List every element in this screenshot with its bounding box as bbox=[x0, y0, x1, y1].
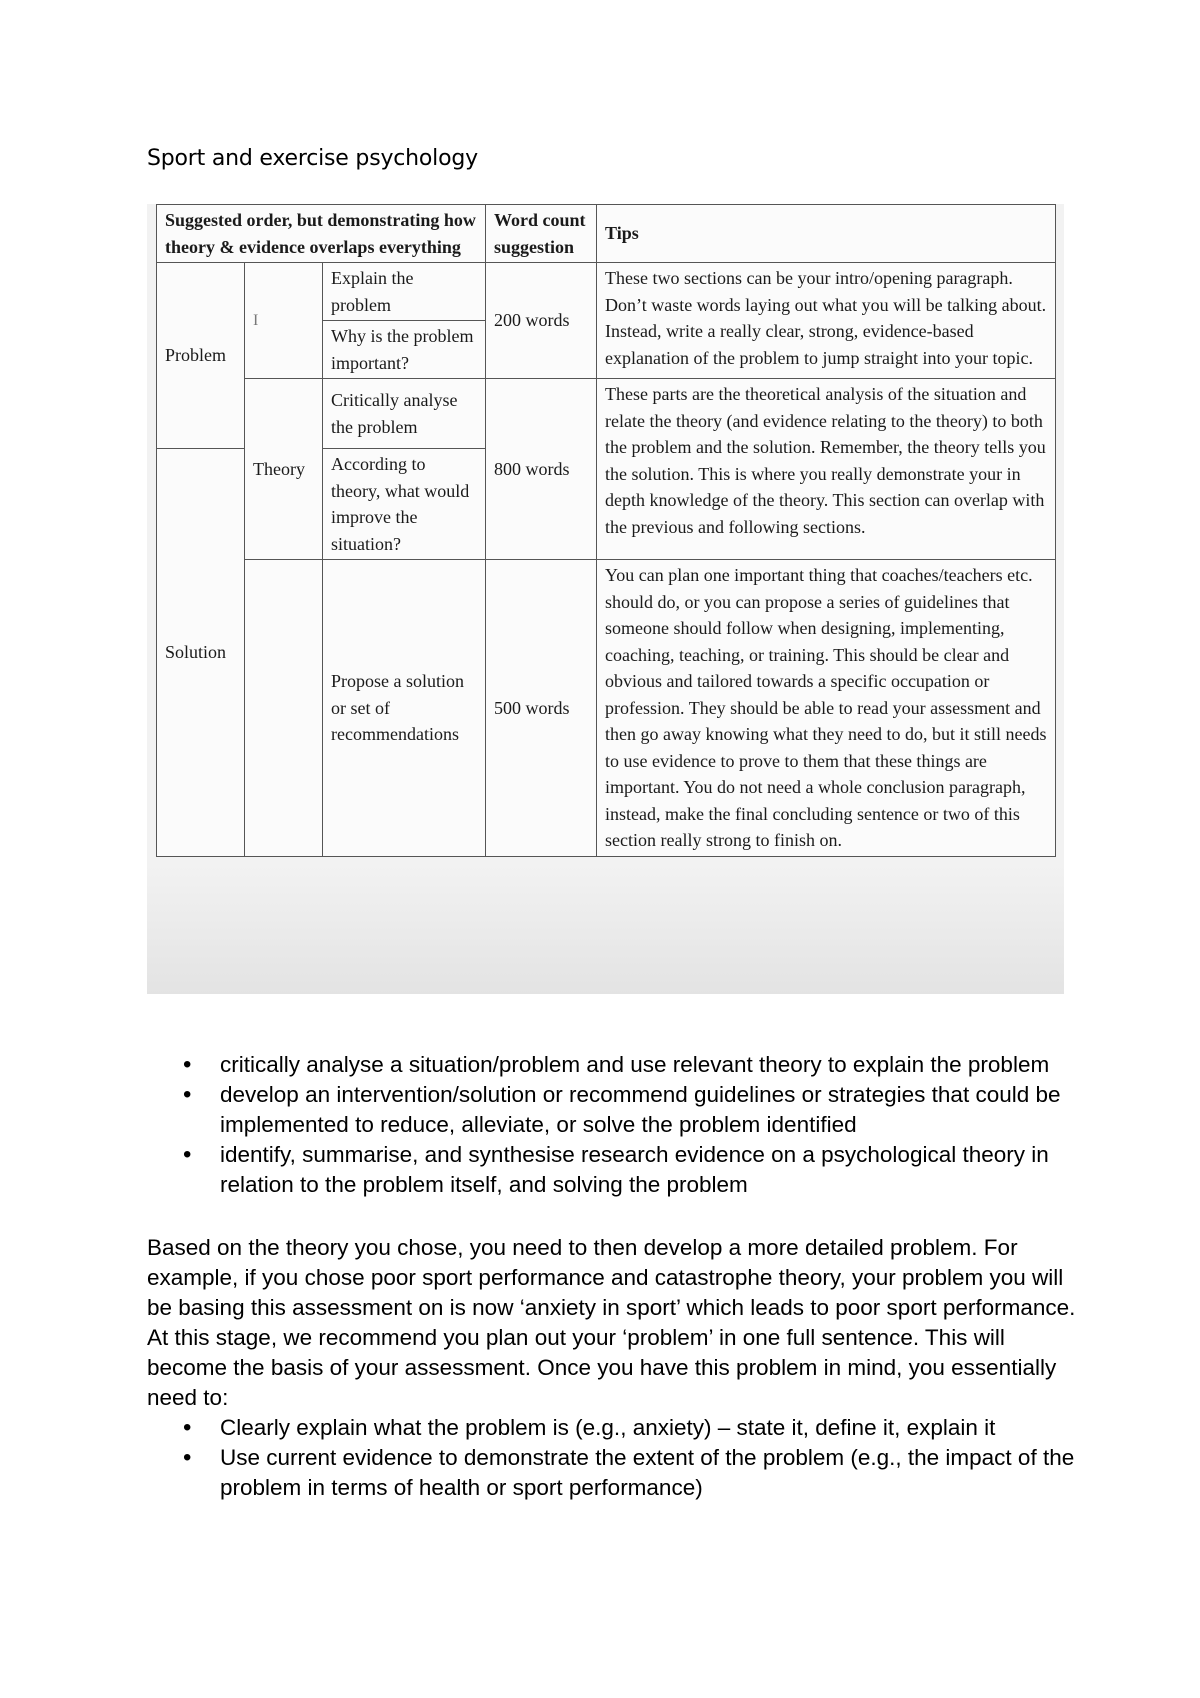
tip-intro: These two sections can be your intro/opening paragraph. Don’t waste words laying out what you will be talking about. Instead, write a really clear, strong, evidence-based explanation of the problem to jump straight into your topic. bbox=[597, 263, 1056, 379]
words-800: 800 words bbox=[486, 379, 597, 560]
text-cursor-icon: I bbox=[253, 312, 259, 330]
text-cursor-cell bbox=[245, 263, 323, 379]
row-critically-analyse: Critically analyse the problem bbox=[323, 379, 486, 449]
table-row bbox=[157, 379, 1056, 449]
row-explain-problem: Explain the problem bbox=[323, 263, 486, 321]
table-row bbox=[157, 560, 1056, 857]
row-why-important: Why is the problem important? bbox=[323, 321, 486, 379]
requirements-list bbox=[147, 1413, 1077, 1503]
row-propose-solution: Propose a solution or set of recommendations bbox=[323, 560, 486, 857]
label-theory: Theory bbox=[245, 379, 323, 560]
page-title: Sport and exercise psychology bbox=[147, 146, 478, 171]
objectives-list bbox=[147, 1050, 1077, 1200]
list-item: • Clearly explain what the problem is (e.g., anxiety) – state it, define it, explain it bbox=[147, 1413, 1077, 1443]
tip-solution: You can plan one important thing that coaches/teachers etc. should do, or you can propose a series of guidelines that someone should follow when designing, implementing, coaching, teaching, or training. This should be clear and obvious and tailored towards a specific occupation or profession. They should be able to read your assessment and then go away knowing what they need to do, but it still needs to use evidence to prove to them that these things are important. You do not need a whole conclusion paragraph, instead, make the final concluding sentence or two of this section really strong to finish on. bbox=[597, 560, 1056, 857]
words-500: 500 words bbox=[486, 560, 597, 857]
assessment-structure-table bbox=[156, 204, 1056, 857]
table-row bbox=[157, 263, 1056, 321]
table-header-row bbox=[157, 205, 1056, 263]
empty-theory-cell bbox=[245, 560, 323, 857]
body-paragraph: Based on the theory you chose, you need to then develop a more detailed problem. For example, if you chose poor sport performance and catastrophe theory, your problem you will be basing this assessment on is now ‘anxiety in sport’ which leads to poor sport performance. At this stage, we recommend you plan out your ‘problem’ in one full sentence. This will become the basis of your assessment. Once you have this problem in mind, you essentially need to: bbox=[147, 1235, 1076, 1410]
words-200: 200 words bbox=[486, 263, 597, 379]
header-suggested-order: Suggested order, but demonstrating how theory & evidence overlaps everything bbox=[157, 205, 486, 263]
header-word-count: Word count suggestion bbox=[486, 205, 597, 263]
table-screenshot bbox=[147, 204, 1064, 994]
list-item: • develop an intervention/solution or recommend guidelines or strategies that could be implemented to reduce, alleviate, or solve the problem identified bbox=[147, 1080, 1077, 1140]
tip-theory: These parts are the theoretical analysis of the situation and relate the theory (and evidence relating to the theory) to both the problem and the solution. Remember, the theory tells you the solution. This is where you really demonstrate your in depth knowledge of the theory. This section can overlap with the previous and following sections. bbox=[597, 379, 1056, 560]
header-tips: Tips bbox=[597, 205, 1056, 263]
row-according-to-theory: According to theory, what would improve the situation? bbox=[323, 449, 486, 560]
label-solution: Solution bbox=[157, 449, 245, 857]
label-problem: Problem bbox=[157, 263, 245, 449]
list-item: • identify, summarise, and synthesise research evidence on a psychological theory in relation to the problem itself, and solving the problem bbox=[147, 1140, 1077, 1200]
list-item: • Use current evidence to demonstrate the extent of the problem (e.g., the impact of the problem in terms of health or sport performance) bbox=[147, 1443, 1077, 1503]
list-item: • critically analyse a situation/problem and use relevant theory to explain the problem bbox=[147, 1050, 1077, 1080]
